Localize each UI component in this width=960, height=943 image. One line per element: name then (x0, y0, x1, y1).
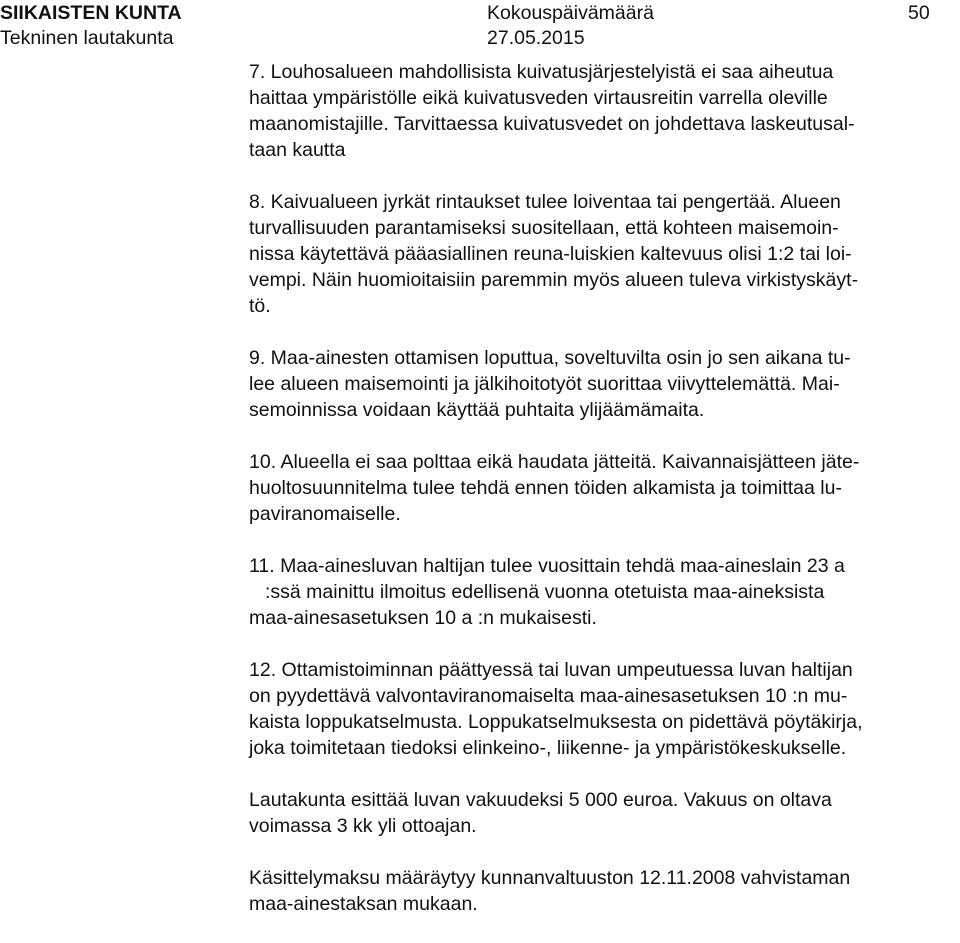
text-line: maa-ainesasetuksen 10 a :n mukaisesti. (249, 607, 597, 629)
text-line: voimassa 3 kk yli ottoajan. (249, 815, 477, 837)
text-line: 12. Ottamistoiminnan päättyessä tai luvan umpeutuessa luvan haltijan (249, 659, 853, 681)
text-line: paviranomaiselle. (249, 503, 401, 525)
text-line: kaista loppukatselmusta. Loppukatselmuksesta on pidettävä pöytäkirja, (249, 711, 863, 733)
text-line: Käsittelymaksu määräytyy kunnanvaltuuston 12.11.2008 vahvistaman (249, 867, 851, 889)
text-line: Lautakunta esittää luvan vakuudeksi 5 000 euroa. Vakuus on oltava (249, 789, 832, 811)
page-header (0, 0, 960, 52)
text-line: 8. Kaivualueen jyrkät rintaukset tulee loiventaa tai pengertää. Alueen (249, 191, 841, 213)
condition-12 (249, 657, 960, 761)
condition-10 (249, 449, 960, 527)
condition-11 (249, 553, 960, 631)
text-line: 10. Alueella ei saa polttaa eikä haudata jätteitä. Kaivannaisjätteen jäte- (249, 451, 860, 473)
text-line: vempi. Näin huomioitaisiin paremmin myös alueen tuleva virkistyskäyt- (249, 269, 859, 291)
text-line: haittaa ympäristölle eikä kuivatusveden virtausreitin varrella oleville (249, 87, 828, 109)
document-body (249, 59, 960, 943)
committee-name: Tekninen lautakunta (0, 27, 174, 49)
condition-9 (249, 345, 960, 423)
page-number: 50 (908, 2, 930, 24)
text-fragment: :ssä mainittu ilmoitus edellisenä vuonna otetuista maa-aineksista (265, 581, 825, 603)
text-line: turvallisuuden parantamiseksi suositellaan, että kohteen maisemoin- (249, 217, 839, 239)
text-line: huoltosuunnitelma tulee tehdä ennen töiden alkamista ja toimittaa lu- (249, 477, 842, 499)
meeting-date: 27.05.2015 (487, 27, 585, 49)
text-line: joka toimitetaan tiedoksi elinkeino-, liikenne- ja ympäristökeskukselle. (249, 737, 847, 759)
text-line: on pyydettävä valvontaviranomaiselta maa-ainesasetuksen 10 :n mu- (249, 685, 848, 707)
condition-8 (249, 189, 960, 319)
meeting-date-label: Kokouspäivämäärä (487, 2, 654, 24)
condition-7 (249, 59, 960, 163)
text-line: 9. Maa-ainesten ottamisen loputtua, soveltuvilta osin jo sen aikana tu- (249, 347, 851, 369)
text-line: nissa käytettävä pääasiallinen reuna-luiskien kaltevuus olisi 1:2 tai loi- (249, 243, 852, 265)
text-line-with-section-sign (249, 579, 960, 605)
text-line: maanomistajille. Tarvittaessa kuivatusvedet on johdettava laskeutusal- (249, 113, 855, 135)
text-line: maa-ainestaksan mukaan. (249, 893, 478, 915)
text-line: taan kautta (249, 139, 346, 161)
text-line: tö. (249, 295, 271, 317)
text-line: 11. Maa-ainesluvan haltijan tulee vuosittain tehdä maa-aineslain 23 a (249, 555, 845, 577)
text-line: semoinnissa voidaan käyttää puhtaita ylijäämämaita. (249, 399, 705, 421)
text-line: lee alueen maisemointi ja jälkihoitotyöt suorittaa viivyttelemättä. Mai- (249, 373, 840, 395)
processing-fee-paragraph (249, 865, 960, 917)
guarantee-paragraph (249, 787, 960, 839)
municipality-name: SIIKAISTEN KUNTA (0, 2, 182, 24)
text-line: 7. Louhosalueen mahdollisista kuivatusjärjestelyistä ei saa aiheutua (249, 61, 834, 83)
